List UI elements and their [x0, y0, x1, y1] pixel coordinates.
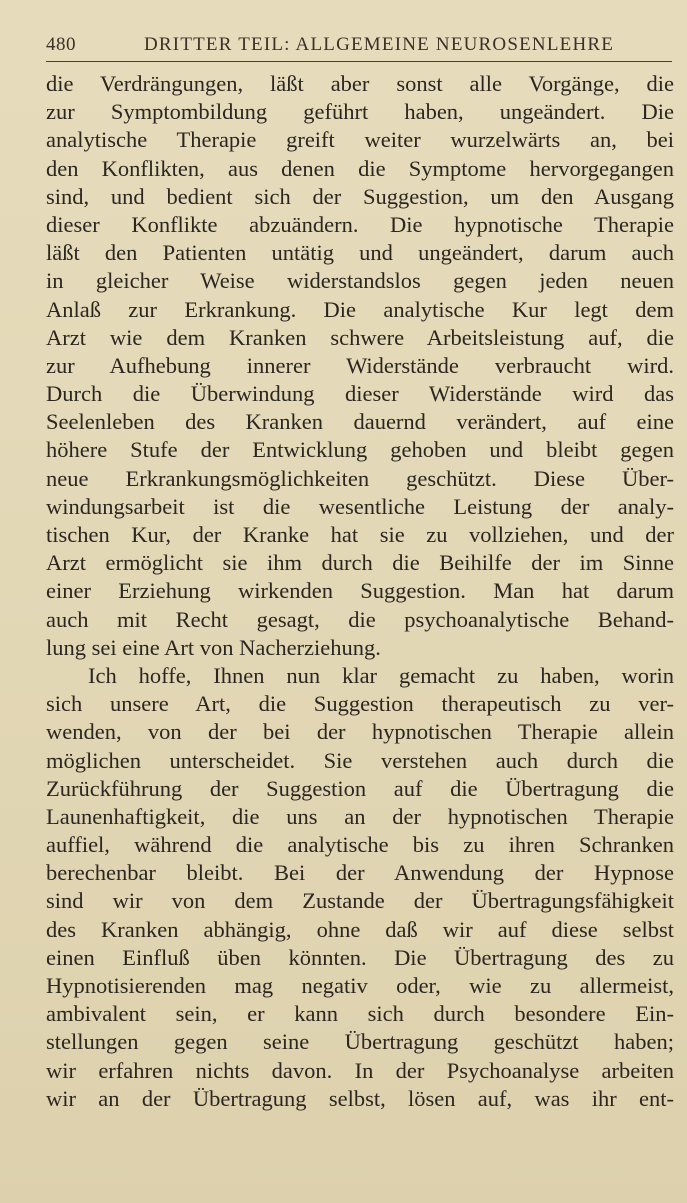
text-line: analytische Therapie greift weiter wurzelwärts an, bei	[46, 127, 674, 153]
text-line: wir erfahren nichts davon. In der Psychoanalyse arbeiten	[46, 1057, 674, 1083]
text-line: Hypnotisierenden mag negativ oder, wie zu allermeist,	[46, 973, 674, 998]
paragraph-last-line: lung sei eine Art von Nacherziehung.	[46, 634, 381, 660]
text-line: Arzt ermöglicht sie ihm durch die Beihilfe der im Sinne	[46, 550, 674, 576]
text-line: auffiel, während die analytische bis zu ihren Schranken	[46, 832, 674, 858]
text-line: tischen Kur, der Kranke hat sie zu vollziehen, und der	[46, 522, 674, 547]
text-line: neue Erkrankungsmöglichkeiten geschützt. Diese Über-	[46, 465, 674, 491]
text-line: die Verdrängungen, läßt aber sonst alle Vorgänge, die	[46, 71, 674, 96]
text-line: ambivalent sein, er kann sich durch besondere Ein-	[46, 1001, 674, 1027]
text-line: Arzt wie dem Kranken schwere Arbeitsleistung auf, die	[46, 324, 674, 350]
text-line: des Kranken abhängig, ohne daß wir auf diese selbst	[46, 916, 674, 942]
text-line: einen Einfluß üben könnten. Die Übertragung des zu	[46, 944, 674, 970]
header-rule	[46, 61, 672, 62]
text-line: wir an der Übertragung selbst, lösen auf, was ihr ent-	[46, 1085, 674, 1111]
page-header	[46, 34, 676, 62]
text-line: zur Symptombildung geführt haben, ungeändert. Die	[46, 99, 674, 125]
running-head: DRITTER TEIL: ALLGEMEINE NEUROSENLEHRE	[144, 34, 615, 55]
text-line: möglichen unterscheidet. Sie verstehen auch durch die	[46, 747, 674, 773]
text-line: Anlaß zur Erkrankung. Die analytische Kur legt dem	[46, 296, 674, 322]
body-text	[46, 70, 674, 1113]
text-line: in gleicher Weise widerstandslos gegen jeden neuen	[46, 268, 674, 294]
text-line: Durch die Überwindung dieser Widerstände wird das	[46, 381, 674, 407]
text-line: den Konflikten, aus denen die Symptome hervorgegangen	[46, 155, 674, 181]
text-line: läßt den Patienten untätig und ungeändert, darum auch	[46, 240, 674, 266]
paragraph-first-line: Ich hoffe, Ihnen nun klar gemacht zu haben, worin	[88, 662, 674, 688]
text-line: zur Aufhebung innerer Widerstände verbraucht wird.	[46, 352, 674, 378]
text-line: höhere Stufe der Entwicklung gehoben und bleibt gegen	[46, 437, 674, 463]
page-number: 480	[46, 34, 76, 55]
text-line: berechenbar bleibt. Bei der Anwendung der Hypnose	[46, 860, 674, 886]
text-line: auch mit Recht gesagt, die psychoanalytische Behand-	[46, 606, 674, 632]
text-line: sind, und bedient sich der Suggestion, um den Ausgang	[46, 183, 674, 209]
text-line: windungsarbeit ist die wesentliche Leistung der analy-	[46, 493, 674, 519]
text-line: stellungen gegen seine Übertragung geschützt haben;	[46, 1029, 674, 1055]
text-line: einer Erziehung wirkenden Suggestion. Man hat darum	[46, 578, 674, 604]
text-line: sind wir von dem Zustande der Übertragungsfähigkeit	[46, 888, 674, 914]
text-line: Zurückführung der Suggestion auf die Übertragung die	[46, 775, 674, 801]
text-line: dieser Konflikte abzuändern. Die hypnotische Therapie	[46, 211, 674, 237]
text-line: Launenhaftigkeit, die uns an der hypnotischen Therapie	[46, 803, 674, 829]
text-line: wenden, von der bei der hypnotischen Therapie allein	[46, 719, 674, 745]
text-line: sich unsere Art, die Suggestion therapeutisch zu ver-	[46, 691, 674, 717]
text-line: Seelenleben des Kranken dauernd verändert, auf eine	[46, 409, 674, 435]
